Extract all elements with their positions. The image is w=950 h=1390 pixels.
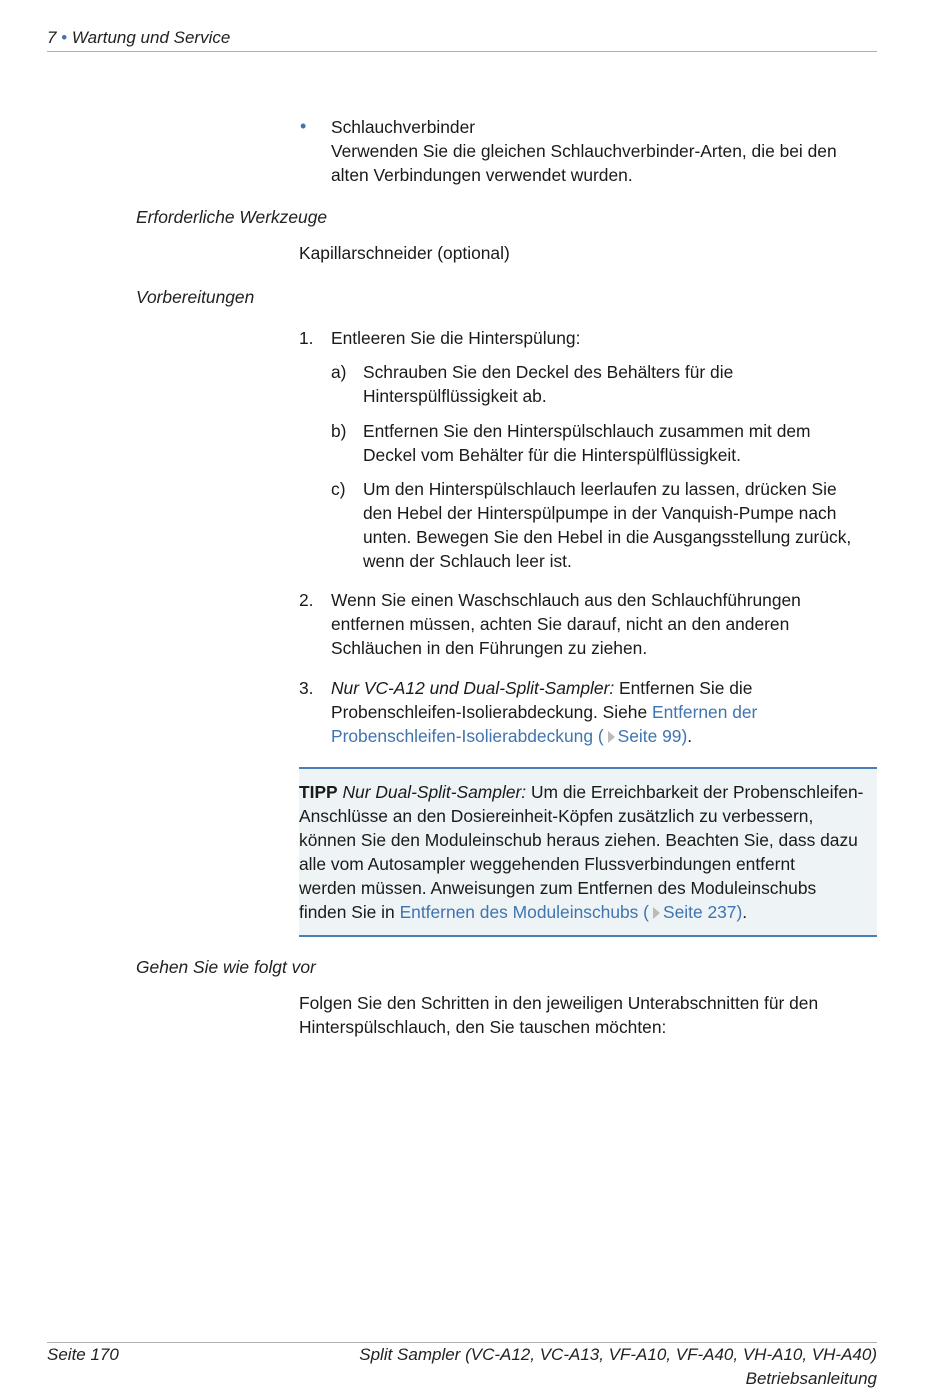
- step-line: [331, 724, 757, 748]
- prep-heading: Vorbereitungen: [136, 287, 255, 307]
- tip-text: [299, 780, 877, 924]
- substep-a: [363, 360, 733, 408]
- running-header: [47, 28, 230, 48]
- tools-item: Kapillarschneider (optional): [299, 243, 510, 263]
- tip-line: [299, 780, 877, 804]
- procedure-line: Hinterspülschlauch, den Sie tauschen möchten:: [299, 1017, 667, 1037]
- page-ref-link[interactable]: Seite 99): [617, 726, 688, 746]
- procedure-text: [299, 991, 818, 1039]
- page-arrow-icon: [608, 731, 615, 743]
- tip-text-part: .: [742, 902, 748, 922]
- step-italic: Nur VC-A12 und Dual-Split-Sampler:: [331, 678, 615, 698]
- tip-line: werden müssen. Anweisungen zum Entfernen des Moduleinschubs: [299, 878, 817, 898]
- substep-b: [363, 419, 811, 467]
- header-rule: [47, 51, 877, 52]
- step-line: Schläuchen in den Führungen zu ziehen.: [331, 638, 648, 658]
- tip-label: TIPP: [299, 782, 338, 802]
- tip-line: [299, 900, 877, 924]
- step-text: Entfernen Sie die: [614, 678, 753, 698]
- procedure-heading: Gehen Sie wie folgt vor: [136, 957, 316, 977]
- step-line: [331, 700, 757, 724]
- substep-line: Schrauben Sie den Deckel des Behälters für die: [363, 362, 734, 382]
- step-text: .: [687, 726, 693, 746]
- tools-heading: Erforderliche Werkzeuge: [136, 207, 328, 227]
- chapter-title: Wartung und Service: [71, 28, 231, 47]
- tip-line: Anschlüsse an den Dosiereinheit-Köpfen zusätzlich zu verbessern,: [299, 806, 814, 826]
- footer-rule: [47, 1342, 877, 1343]
- step-text: Entleeren Sie die Hinterspülung:: [331, 328, 581, 348]
- procedure-line: Folgen Sie den Schritten in den jeweiligen Unterabschnitten für den: [299, 993, 819, 1013]
- tip-line: alle vom Autosampler weggehenden Flussverbindungen entfernt: [299, 854, 795, 874]
- tip-text-part: finden Sie in: [299, 902, 400, 922]
- tip-line: können Sie den Moduleinschub heraus ziehen. Beachten Sie, dass dazu: [299, 830, 858, 850]
- substep-line: wenn der Schlauch leer ist.: [363, 551, 572, 571]
- bullet-item: [331, 115, 837, 187]
- substep-line: unten. Bewegen Sie den Hebel in die Ausgangsstellung zurück,: [363, 527, 852, 547]
- crossref-link[interactable]: Entfernen der: [651, 702, 758, 722]
- step-number: 2.: [299, 590, 314, 610]
- step-line: entfernen müssen, achten Sie darauf, nicht an den anderen: [331, 614, 790, 634]
- substep-line: Deckel vom Behälter für die Hinterspülflüssigkeit.: [363, 445, 741, 465]
- step-line: Wenn Sie einen Waschschlauch aus den Schlauchführungen: [331, 590, 801, 610]
- bullet-icon: •: [300, 116, 307, 136]
- substep-c: [363, 477, 851, 573]
- page-number: Seite 170: [47, 1345, 119, 1364]
- footer-product: Split Sampler (VC-A12, VC-A13, VF-A10, VF-A40, VH-A10, VH-A40): [359, 1345, 877, 1364]
- substep-line: Hinterspülflüssigkeit ab.: [363, 386, 547, 406]
- crossref-link[interactable]: Entfernen des Moduleinschubs (: [399, 902, 649, 922]
- substep-line: den Hebel der Hinterspülpumpe in der Vanquish-Pumpe nach: [363, 503, 837, 523]
- bullet-text-line: alten Verbindungen verwendet wurden.: [331, 165, 633, 185]
- step-2: [331, 588, 801, 660]
- page-ref-link[interactable]: Seite 237): [662, 902, 743, 922]
- crossref-link[interactable]: Probenschleifen-Isolierabdeckung (: [331, 726, 604, 746]
- chapter-number: 7: [47, 28, 57, 47]
- substep-line: Entfernen Sie den Hinterspülschlauch zusammen mit dem: [363, 421, 811, 441]
- page-arrow-icon: [653, 907, 660, 919]
- tip-italic: Nur Dual-Split-Sampler:: [342, 782, 527, 802]
- substep-label: a): [331, 362, 347, 382]
- bullet-title: Schlauchverbinder: [331, 117, 476, 137]
- step-line: [331, 676, 757, 700]
- bullet-text-line: Verwenden Sie die gleichen Schlauchverbinder-Arten, die bei den: [331, 141, 837, 161]
- step-3: [331, 676, 757, 748]
- step-text: Probenschleifen-Isolierabdeckung. Siehe: [331, 702, 652, 722]
- substep-line: Um den Hinterspülschlauch leerlaufen zu lassen, drücken Sie: [363, 479, 837, 499]
- step-number: 1.: [299, 328, 314, 348]
- substep-label: b): [331, 421, 347, 441]
- tip-text-part: Um die Erreichbarkeit der Probenschleifen-: [526, 782, 864, 802]
- step-number: 3.: [299, 678, 314, 698]
- footer-doc-type: Betriebsanleitung: [745, 1369, 877, 1388]
- substep-label: c): [331, 479, 346, 499]
- bullet-dot-icon: •: [61, 28, 68, 47]
